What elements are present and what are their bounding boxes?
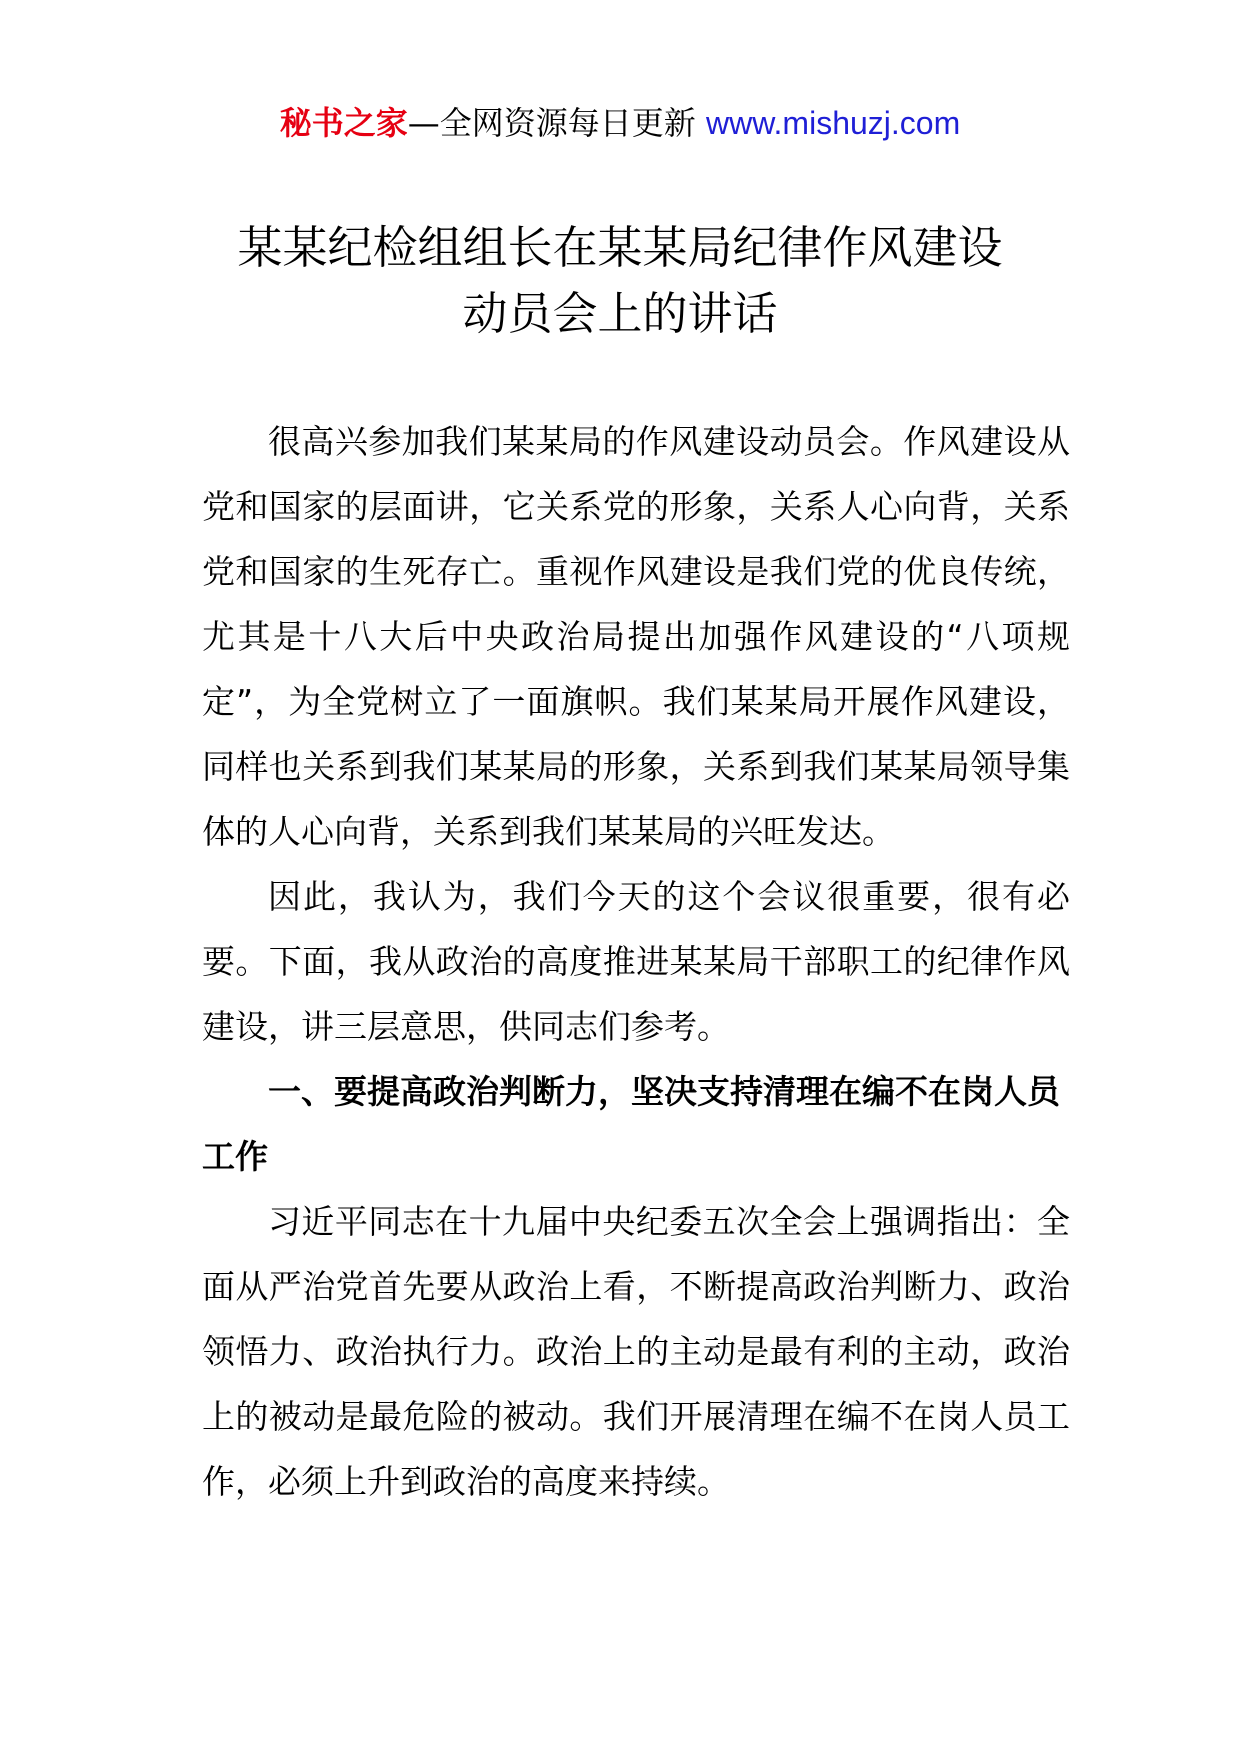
brand-name: 秘书之家 xyxy=(279,104,408,142)
site-url-link[interactable]: www.mishuzj.com xyxy=(705,105,961,141)
section-1-heading: 一、要提高政治判断力，坚决支持清理在编不在岗人员工作 xyxy=(202,1072,1060,1176)
title-line-2: 动员会上的讲话 xyxy=(462,287,778,340)
document-title xyxy=(0,215,1240,347)
site-slogan: —全网资源每日更新 xyxy=(407,104,696,142)
site-header xyxy=(0,98,1240,148)
paragraph-intro: 很高兴参加我们某某局的作风建设动员会。作风建设从党和国家的层面讲，它关系党的形象，关系人心向背，关系党和国家的生死存亡。重视作风建设是我们党的优良传统，尤其是十八大后中央政治局提出加强作风建设的“八项规定”，为全党树立了一面旗帜。我们某某局开展作风建设，同样也关系到我们某某局的形象，关系到我们某某局领导集体的人心向背，关系到我们某某局的兴旺发达。 xyxy=(202,422,1070,851)
document-body xyxy=(202,409,1070,1514)
section-1-paragraph: 习近平同志在十九届中央纪委五次全会上强调指出：全面从严治党首先要从政治上看，不断提高政治判断力、政治领悟力、政治执行力。政治上的主动是最有利的主动，政治上的被动是最危险的被动。我们开展清理在编不在岗人员工作，必须上升到政治的高度来持续。 xyxy=(202,1202,1070,1501)
paragraph-outline: 因此，我认为，我们今天的这个会议很重要，很有必要。下面，我从政治的高度推进某某局干部职工的纪律作风建设，讲三层意思，供同志们参考。 xyxy=(202,877,1070,1046)
title-line-1: 某某纪检组组长在某某局纪律作风建设 xyxy=(237,221,1003,274)
